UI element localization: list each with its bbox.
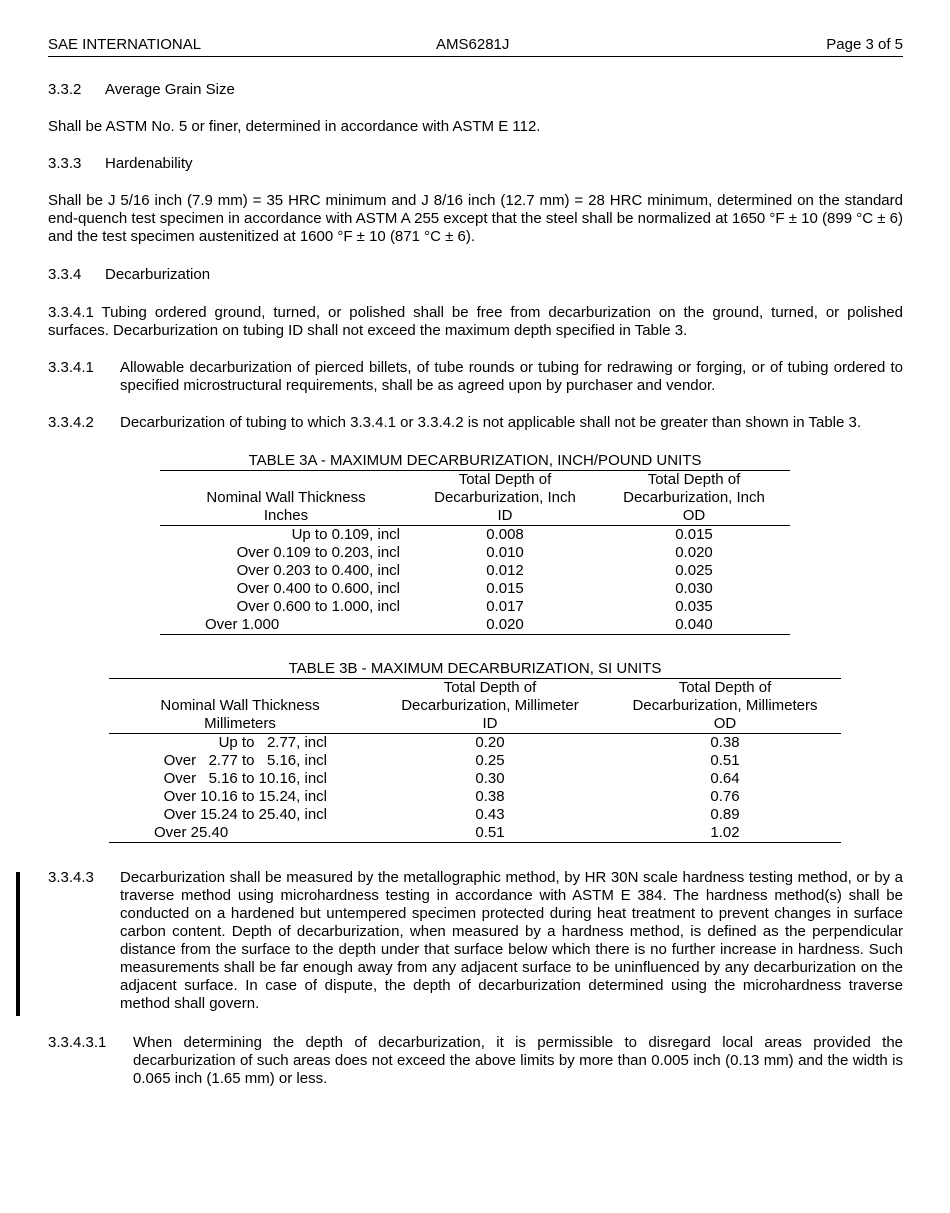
wall-thickness-cell: Up to 0.109, incl	[291, 526, 400, 543]
table-3a-grid	[160, 470, 790, 635]
header-cell: ID	[371, 715, 609, 734]
header-cell: ID	[412, 507, 598, 526]
header-cell: Inches	[160, 507, 412, 526]
wall-thickness-cell: Over 0.109 to 0.203, incl	[236, 544, 400, 561]
wall-thickness-cell: Over 15.24 to 25.40, incl	[163, 806, 327, 823]
header-cell: Total Depth of	[458, 471, 552, 488]
table-row	[109, 770, 841, 788]
header-cell: Decarburization, Millimeter	[401, 697, 579, 714]
table-3b-title: TABLE 3B - MAXIMUM DECARBURIZATION, SI UNITS	[288, 660, 662, 677]
table-row	[109, 752, 841, 770]
wall-thickness-cell: Over 10.16 to 15.24, incl	[163, 788, 327, 805]
section-title: Hardenability	[105, 155, 193, 172]
header-cell: Nominal Wall Thickness	[206, 489, 366, 506]
id-depth-cell: 0.010	[486, 544, 524, 561]
header-cell: OD	[609, 715, 841, 734]
id-depth-cell: 0.015	[486, 580, 524, 597]
paragraph-number: 3.3.4.2	[48, 414, 94, 431]
table-row	[160, 598, 790, 616]
od-depth-cell: 0.51	[710, 752, 740, 769]
table-row	[109, 806, 841, 824]
header-cell: Total Depth of	[678, 679, 772, 696]
page-header	[48, 36, 903, 57]
table-header-row	[160, 489, 790, 507]
section-3-3-3-heading	[48, 155, 903, 173]
header-cell: Decarburization, Inch	[623, 489, 765, 506]
header-cell: Decarburization, Millimeters	[632, 697, 818, 714]
section-title: Average Grain Size	[105, 81, 235, 98]
section-number: 3.3.2	[48, 81, 82, 98]
section-3-3-2-heading	[48, 81, 903, 99]
id-depth-cell: 0.30	[475, 770, 505, 787]
od-depth-cell: 0.030	[675, 580, 713, 597]
header-cell: Decarburization, Inch	[434, 489, 576, 506]
paragraph-3-3-4-2	[48, 414, 903, 432]
table-3a-title: TABLE 3A - MAXIMUM DECARBURIZATION, INCH/POUND UNITS	[248, 452, 702, 469]
header-page-number: Page 3 of 5	[826, 36, 903, 53]
header-cell: Total Depth of	[443, 679, 537, 696]
paragraph-text: Decarburization shall be measured by the metallographic method, by HR 30N scale hardness testing method, or by a traverse method using microhardness testing in accordance with ASTM E 384. The hardness method(s) shall be conducted on a hardened but untempered specimen protected during heat treatment to prevent changes in surface carbon content. Depth of decarburization, when measured by a hardness method, is defined as the perpendicular distance from the surface to the depth under that surface below which there is no further increase in hardness. Such measurements shall be far enough away from any adjacent surface to be uninfluenced by any decarburization on the adjacent surface. In case of dispute, the depth of decarburization determined using the microhardness traverse method shall govern.	[120, 869, 903, 1012]
paragraph-3-3-4-1-tubing: 3.3.4.1 Tubing ordered ground, turned, or polished shall be free from decarburization on the ground, turned, or polished surfaces. Decarburization on tubing ID shall not exceed the maximum depth specified in Table 3.	[48, 304, 903, 339]
table-row	[160, 544, 790, 562]
wall-thickness-cell: Over 25.40	[154, 824, 229, 841]
table-row	[109, 734, 841, 753]
table-header-row	[109, 697, 841, 715]
paragraph-text: Allowable decarburization of pierced billets, of tube rounds or tubing for redrawing or forging, or of tubing ordered to specified microstructural requirements, shall be as agreed upon by purchaser and vendor.	[120, 359, 903, 394]
table-3b-grid	[109, 678, 841, 843]
header-organization: SAE INTERNATIONAL	[48, 36, 202, 53]
header-cell	[109, 679, 371, 698]
header-cell: Nominal Wall Thickness	[160, 697, 320, 714]
table-3b	[109, 660, 841, 843]
wall-thickness-cell: Over 2.77 to 5.16, incl	[163, 752, 327, 769]
paragraph-text: Decarburization of tubing to which 3.3.4.1 or 3.3.4.2 is not applicable shall not be greater than shown in Table 3.	[120, 414, 862, 431]
wall-thickness-cell: Over 5.16 to 10.16, incl	[163, 770, 327, 787]
header-cell	[160, 471, 412, 490]
od-depth-cell: 0.015	[675, 526, 713, 543]
id-depth-cell: 0.020	[486, 616, 524, 633]
id-depth-cell: 0.012	[486, 562, 524, 579]
wall-thickness-cell: Up to 2.77, incl	[218, 734, 327, 751]
header-document-id: AMS6281J	[436, 36, 510, 53]
section-3-3-4-heading	[48, 266, 903, 284]
paragraph-3-3-4-1-allowable	[48, 359, 903, 395]
table-row	[160, 580, 790, 598]
header-cell: Total Depth of	[647, 471, 741, 488]
table-header-row	[109, 679, 841, 698]
table-row	[160, 562, 790, 580]
table-row	[109, 788, 841, 806]
section-3-3-3-body: Shall be J 5/16 inch (7.9 mm) = 35 HRC minimum and J 8/16 inch (12.7 mm) = 28 HRC minimum, determined on the standard end-quench test specimen in accordance with ASTM A 255 except that the steel shall be normalized at 1650 °F ± 10 (899 °C ± 6) and the test specimen austenitized at 1600 °F ± 10 (871 °C ± 6).	[48, 192, 903, 245]
table-header-row	[160, 471, 790, 490]
table-row	[109, 824, 841, 843]
wall-thickness-cell: Over 0.400 to 0.600, incl	[236, 580, 400, 597]
od-depth-cell: 0.38	[710, 734, 740, 751]
id-depth-cell: 0.017	[486, 598, 524, 615]
section-number: 3.3.4	[48, 266, 82, 283]
od-depth-cell: 0.040	[675, 616, 713, 633]
id-depth-cell: 0.38	[475, 788, 505, 805]
table-header-row	[160, 507, 790, 526]
table-row	[160, 616, 790, 635]
table-row	[160, 526, 790, 545]
wall-thickness-cell: Over 0.203 to 0.400, incl	[236, 562, 400, 579]
od-depth-cell: 0.025	[675, 562, 713, 579]
wall-thickness-cell: Over 0.600 to 1.000, incl	[236, 598, 400, 615]
id-depth-cell: 0.20	[475, 734, 505, 751]
paragraph-3-3-4-3-1	[48, 1034, 903, 1088]
od-depth-cell: 1.02	[710, 824, 740, 841]
paragraph-3-3-4-3	[48, 869, 903, 1013]
paragraph-number: 3.3.4.3.1	[48, 1034, 107, 1051]
od-depth-cell: 0.76	[710, 788, 740, 805]
od-depth-cell: 0.035	[675, 598, 713, 615]
table-3a	[160, 452, 790, 635]
header-cell: OD	[598, 507, 790, 526]
section-title: Decarburization	[105, 266, 211, 283]
paragraph-text: When determining the depth of decarburization, it is permissible to disregard local areas provided the decarburization of such areas does not exceed the above limits by more than 0.005 inch (0.13 mm) and the width is 0.065 inch (1.65 mm) or less.	[133, 1034, 903, 1087]
section-3-3-2-body: Shall be ASTM No. 5 or finer, determined in accordance with ASTM E 112.	[48, 118, 541, 135]
paragraph-number: 3.3.4.3	[48, 869, 94, 886]
header-cell: Millimeters	[109, 715, 371, 734]
id-depth-cell: 0.51	[475, 824, 505, 841]
id-depth-cell: 0.43	[475, 806, 505, 823]
wall-thickness-cell: Over 1.000	[205, 616, 280, 633]
id-depth-cell: 0.25	[475, 752, 505, 769]
revision-bar	[16, 872, 20, 1016]
od-depth-cell: 0.89	[710, 806, 740, 823]
od-depth-cell: 0.64	[710, 770, 740, 787]
section-number: 3.3.3	[48, 155, 82, 172]
od-depth-cell: 0.020	[675, 544, 713, 561]
table-header-row	[109, 715, 841, 734]
paragraph-number: 3.3.4.1	[48, 359, 94, 376]
id-depth-cell: 0.008	[486, 526, 524, 543]
